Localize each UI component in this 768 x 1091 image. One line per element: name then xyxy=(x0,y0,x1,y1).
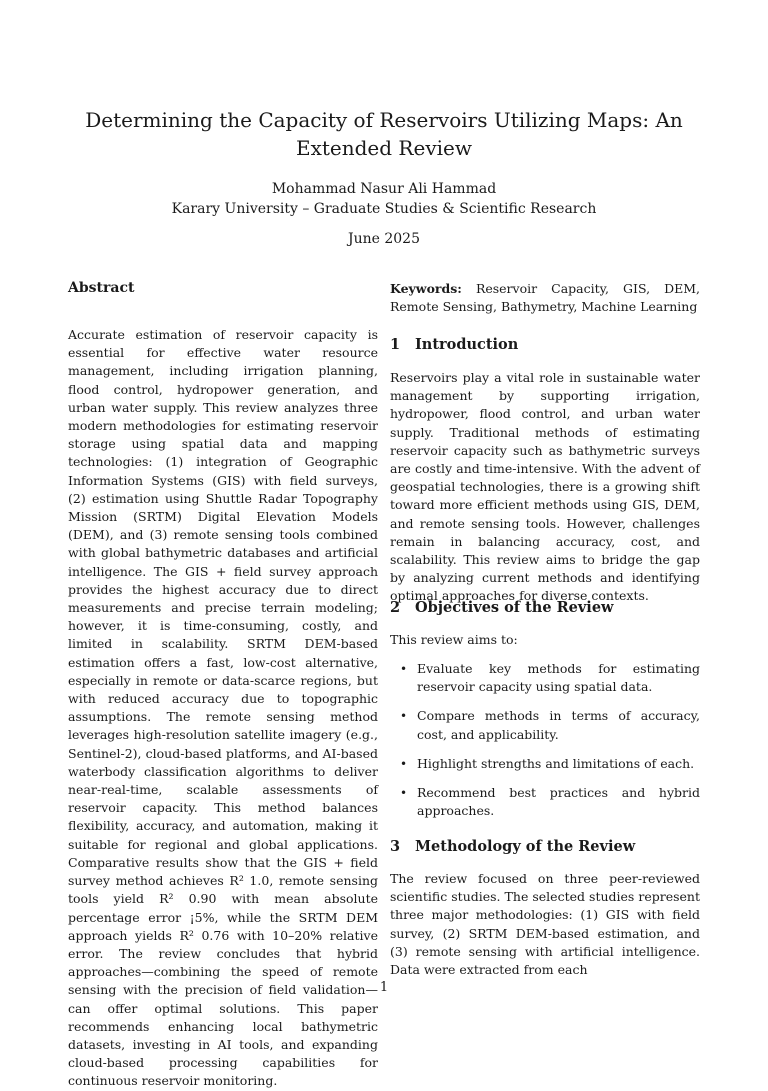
section-number: 3 xyxy=(390,838,401,855)
author-block xyxy=(100,179,668,219)
paper-title: Determining the Capacity of Reservoirs Utilizing Maps: An Extended Review xyxy=(85,108,683,160)
bullet-icon: • xyxy=(400,756,408,771)
bullet-icon: • xyxy=(400,662,408,676)
bullet-icon: • xyxy=(400,709,408,724)
section-number: 2 xyxy=(390,599,401,616)
bullet-icon: • xyxy=(400,786,408,801)
section-heading-objectives xyxy=(390,599,614,616)
objectives-list xyxy=(390,660,700,831)
introduction-text: Reservoirs play a vital role in sustainable water management by supporting irrigation, hydropower, flood control, and urban water supply. Traditional methods of estimating reservoir capacity such as bathymetric surveys are costly and time-intensive. With the advent of geospatial technologies, there is a growing shift toward more efficient methods using GIS, DEM, and remote sensing tools. However, challenges remain in balancing accuracy, cost, and scalability. This review aims to bridge the gap by analyzing current methods and identifying optimal approaches for diverse contexts. xyxy=(390,370,700,604)
keywords-text: Reservoir Capacity, GIS, DEM, Remote Sensing, Bathymetry, Machine Learning xyxy=(390,281,700,315)
paper-date: June 2025 xyxy=(347,231,420,247)
list-item: • Compare methods in terms of accuracy, cost, and applicability. xyxy=(400,708,700,742)
list-item: • Recommend best practices and hybrid approaches. xyxy=(400,785,700,819)
list-item: • Evaluate key methods for estimating reservoir capacity using spatial data. xyxy=(400,661,700,695)
author-name: Mohammad Nasur Ali Hammad xyxy=(271,181,497,197)
section-title: Introduction xyxy=(415,336,519,353)
section-title: Methodology of the Review xyxy=(415,838,636,855)
methodology-text: The review focused on three peer-reviewed scientific studies. The selected studies represent three major methodologies: (1) GIS with field survey, (2) SRTM DEM-based estimation, and (3) remote sensing with artificial intelligence. Data were extracted from each xyxy=(390,871,700,978)
section-title: Objectives of the Review xyxy=(415,599,614,616)
section-heading-methodology xyxy=(390,838,635,855)
section-number: 1 xyxy=(390,336,401,353)
list-item: • Highlight strengths and limitations of each. xyxy=(390,755,700,773)
keywords-label: Keywords: xyxy=(390,281,462,296)
keywords xyxy=(390,280,700,316)
abstract-heading: Abstract xyxy=(68,280,135,296)
author-affiliation: Karary University – Graduate Studies & Scientific Research xyxy=(171,201,597,217)
objectives-intro: This review aims to: xyxy=(390,632,518,647)
abstract-text: Accurate estimation of reservoir capacity is essential for effective water resource management, including irrigation planning, flood control, hydropower generation, and urban water supply. This review analyzes three modern methodologies for estimating reservoir storage using spatial data and mapping technologies: (1) integration of Geographic Information Systems (GIS) with field surveys, (2) estimation using Shuttle Radar Topography Mission (SRTM) Digital Elevation Models (DEM), and (3) remote sensing tools combined with global bathymetric databases and artificial intelligence. The GIS + field survey approach provides the highest accuracy due to direct measurements and precise terrain modeling; however, it is time-consuming, costly, and limited in scalability. SRTM DEM-based estimation offers a fast, low-cost alternative, especially in remote or data-scarce regions, but with reduced accuracy due to topographic assumptions. The remote sensing method leverages high-resolution satellite imagery (e.g., Sentinel-2), cloud-based platforms, and AI-based waterbody classification algorithms to deliver near-real-time, scalable assessments of reservoir capacity. This method balances flexibility, accuracy, and automation, making it suitable for regional and global applications. Comparative results show that the GIS + field survey method achieves R² 1.0, remote sensing tools yield R² 0.90 with mean absolute percentage error ¡5%, while the SRTM DEM approach yields R² 0.76 with 10–20% relative error. The review concludes that hybrid approaches—combining the speed of remote sensing with the precision of field validation—can offer optimal solutions. This paper recommends enhancing local bathymetric datasets, investing in AI tools, and expanding cloud-based processing capabilities for continuous reservoir monitoring. xyxy=(68,327,378,1089)
section-heading-introduction xyxy=(390,336,518,353)
page-number: 1 xyxy=(379,980,389,995)
